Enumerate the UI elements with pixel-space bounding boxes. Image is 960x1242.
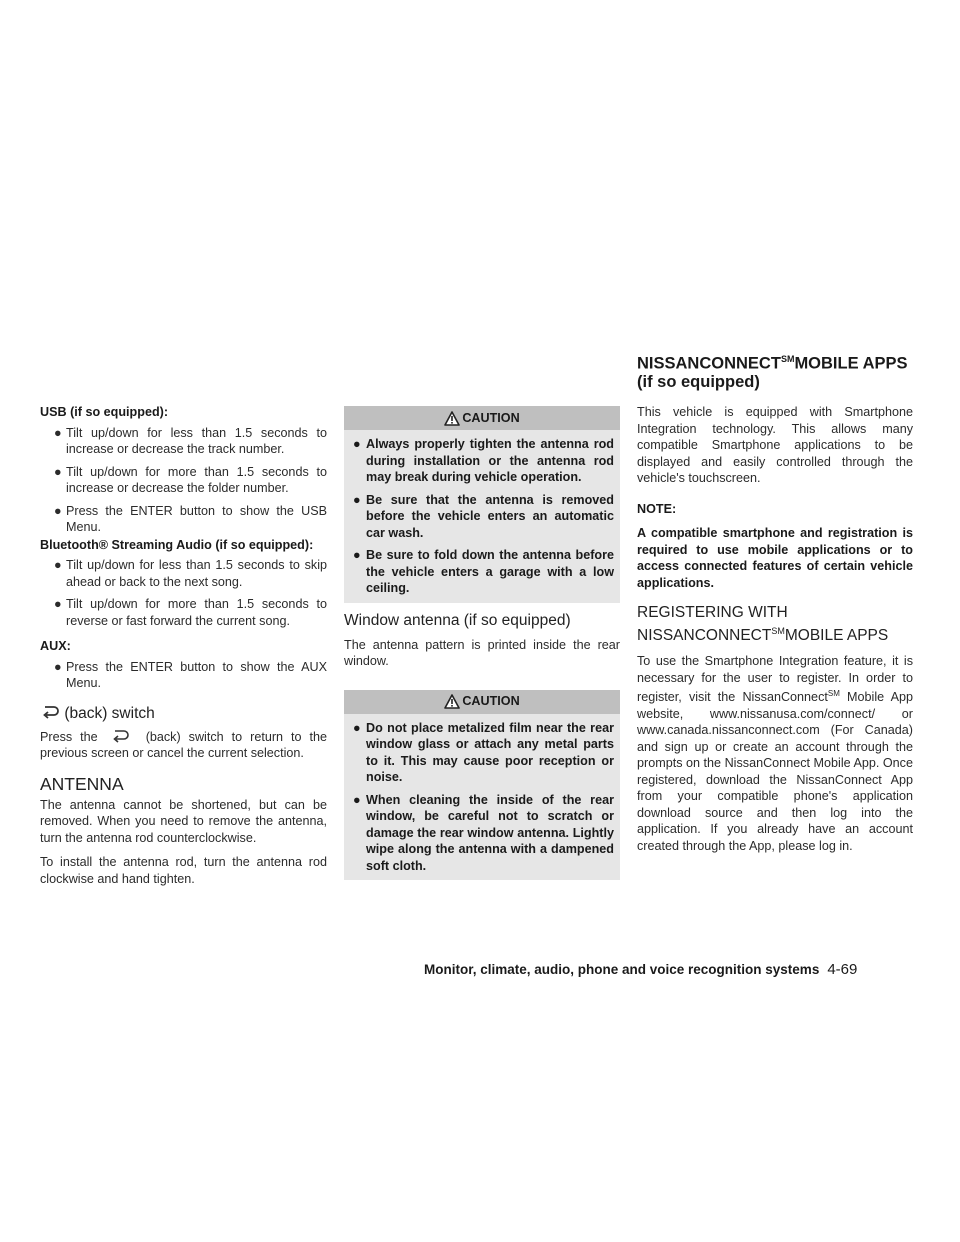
antenna-paragraph: The antenna cannot be shortened, but can be removed. When you need to remove the antenna, turn the antenna rod counterclockwise. (40, 797, 327, 845)
caution-item: ● Be sure to fold down the antenna before the vehicle enters a garage with a low ceiling. (353, 548, 614, 595)
list-item: ● Press the ENTER button to show the USB Menu. (54, 503, 327, 534)
antenna-heading: ANTENNA (40, 773, 124, 794)
column-left (40, 404, 327, 887)
page-footer (424, 962, 960, 979)
back-arrow-icon (40, 704, 60, 720)
note-label: NOTE: (637, 501, 677, 516)
column-right (637, 404, 913, 854)
chapter-title: Monitor, climate, audio, phone and voice recognition systems (424, 962, 820, 977)
caution-box (344, 406, 620, 603)
window-antenna-text: The antenna pattern is printed inside the rear window. (344, 637, 620, 668)
window-antenna-heading: Window antenna (if so equipped) (344, 611, 571, 629)
back-arrow-icon (106, 729, 138, 743)
back-switch-text: Press the (back) switch to return to the previous screen or cancel the current selection. (40, 729, 328, 760)
warning-triangle-icon (444, 694, 460, 709)
caution-item: ● When cleaning the inside of the rear window, be careful not to scratch or damage the rear window antenna. Lightly wipe along the antenna with a dampened soft cloth. (353, 792, 614, 873)
caution-header: CAUTION (344, 406, 620, 430)
caution-item: ● Be sure that the antenna is removed before the vehicle enters an automatic car wash. (353, 492, 614, 540)
caution-body (344, 430, 620, 603)
usb-heading: USB (if so equipped): (40, 405, 169, 419)
antenna-paragraph: To install the antenna rod, turn the antenna rod clockwise and hand tighten. (40, 855, 327, 886)
caution-box (344, 690, 620, 881)
column-middle (344, 406, 620, 880)
caution-item: ● Do not place metalized film near the rear window glass or attach any metal parts to it. This may cause poor reception or noise. (353, 720, 614, 784)
list-item: ● Press the ENTER button to show the AUX Menu. (54, 659, 327, 690)
note-text: A compatible smartphone and registration is required to use mobile applications or to access connected features of certain vehicle applications. (637, 526, 913, 590)
back-switch-heading: (back) switch (40, 704, 327, 723)
intro-paragraph: This vehicle is equipped with Smartphone Integration technology. This allows many compatible Smartphone applications to be displayed and easily controlled through the vehicle's touchscreen. (637, 405, 913, 485)
caution-header: CAUTION (344, 690, 620, 714)
list-item: ● Tilt up/down for more than 1.5 seconds to increase or decrease the folder number. (54, 464, 327, 495)
list-item: ● Tilt up/down for less than 1.5 seconds to skip ahead or back to the next song. (54, 558, 327, 589)
warning-triangle-icon (444, 411, 460, 426)
registering-heading: REGISTERING WITH NISSANCONNECT℠MOBILE APPS (637, 604, 889, 645)
list-item: ● Tilt up/down for more than 1.5 seconds to reverse or fast forward the current song. (54, 597, 327, 628)
registering-paragraph: To use the Smartphone Integration feature, it is necessary for the user to register. In order to register, visit the NissanConnect℠ Mobile App website, www.nissanusa.com/connect/ or www.canada.nissanconnect.com (For Canada) and sign up or create an account through the prompts on the NissanConnect Mobile App. Once registered, download the NissanConnect App from your compatible phone's application download source and then log into the application. If you already have an account created through the App, please log in. (637, 654, 913, 853)
aux-heading: AUX: (40, 639, 71, 653)
bluetooth-heading: Bluetooth® Streaming Audio (if so equipped): (40, 537, 314, 552)
caution-body (344, 714, 620, 881)
section-title: NISSANCONNECT℠MOBILE APPS (if so equipped) (637, 354, 908, 391)
caution-item: ● Always properly tighten the antenna rod during installation or the antenna rod may break during vehicle operation. (353, 437, 614, 484)
list-item: ● Tilt up/down for less than 1.5 seconds to increase or decrease the track number. (54, 425, 327, 456)
page-number: 4-69 (827, 961, 858, 978)
